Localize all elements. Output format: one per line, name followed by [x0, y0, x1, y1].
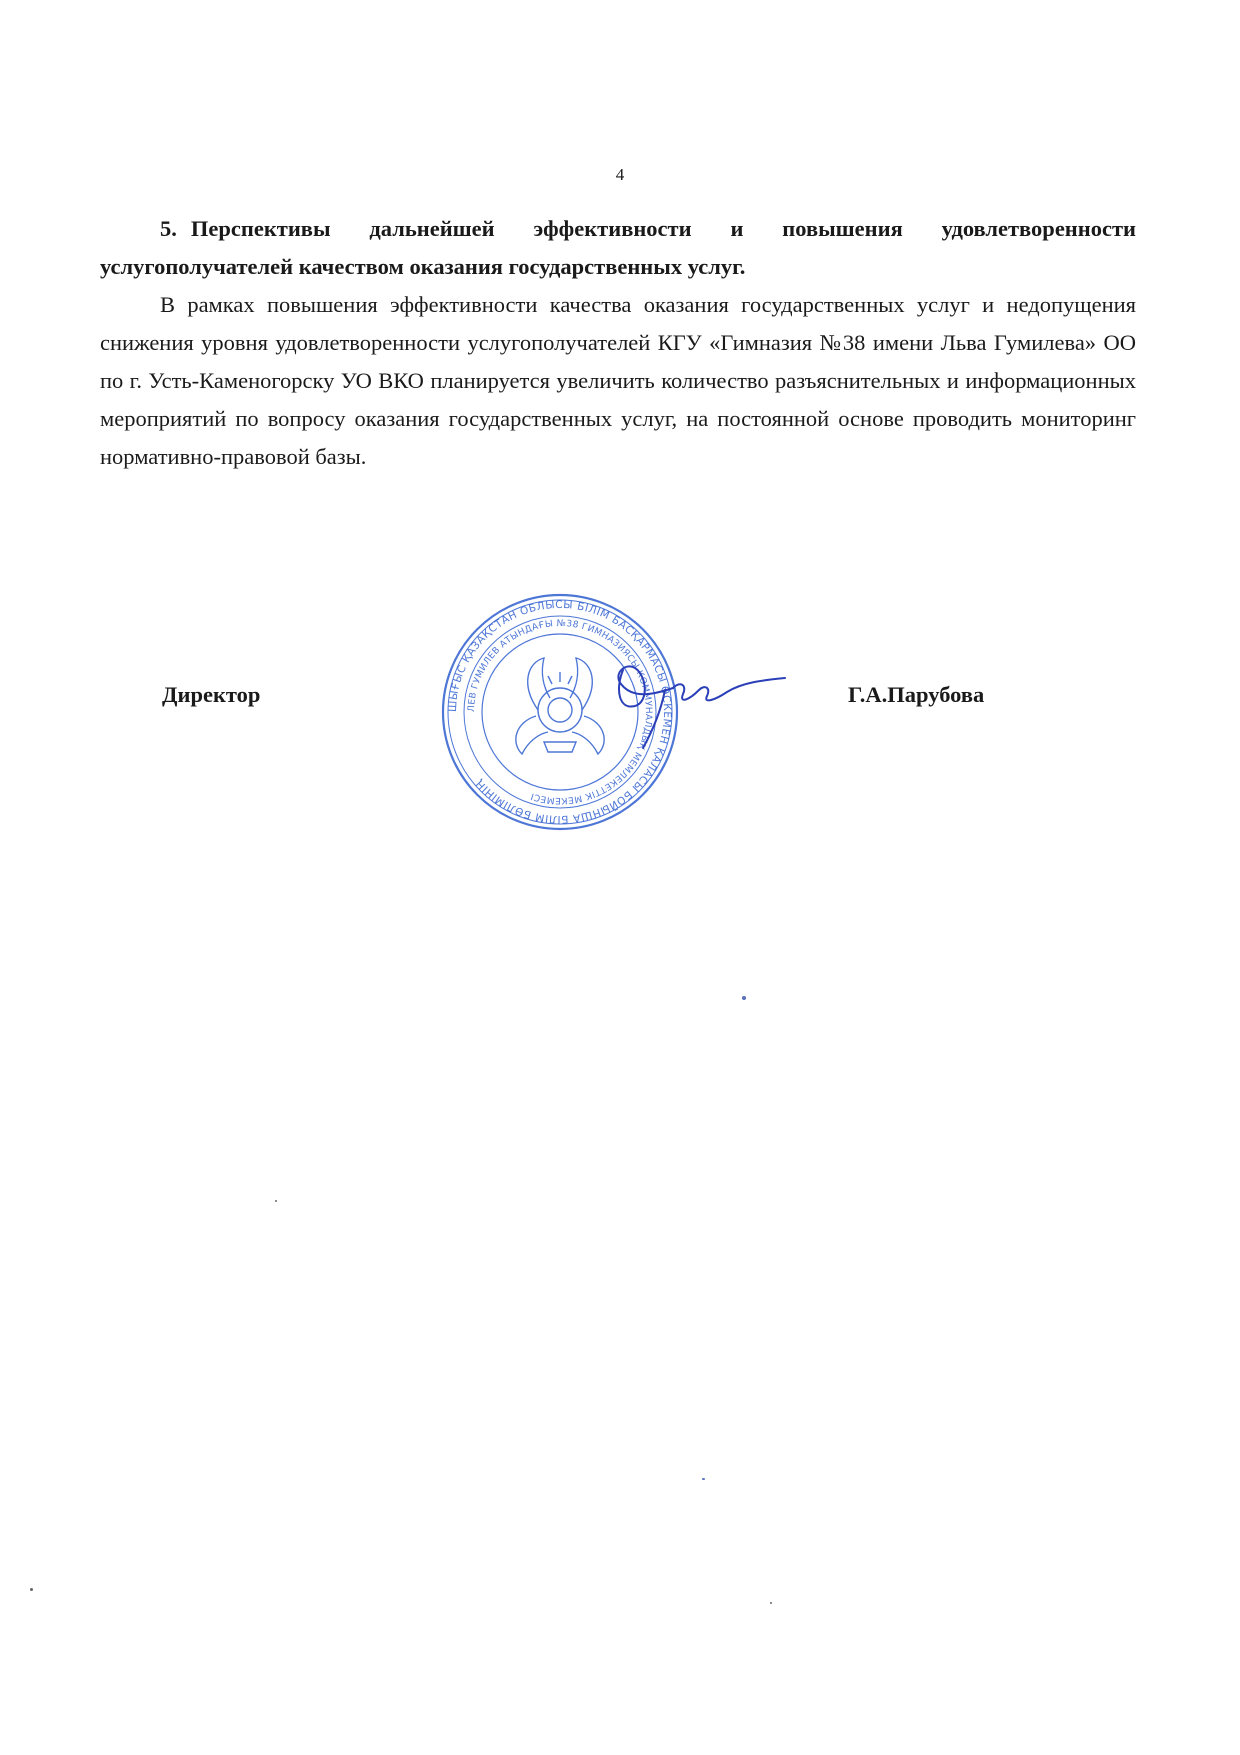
signatory-role: Директор — [162, 682, 261, 707]
section-title: Перспективы дальнейшей эффективности и повышения удовлетворенности услугополучателей качеством оказания государственных услуг. — [100, 216, 1136, 279]
scan-speck — [275, 1200, 277, 1202]
section-number: 5. — [160, 216, 177, 241]
page-number: 4 — [615, 165, 625, 184]
stamp-inner-text: ЛЕВ ГУМИЛЕВ АТЫНДАҒЫ №38 ГИМНАЗИЯСЫ КОММУНАЛДЫҚ МЕМЛЕКЕТТІК МЕКЕМЕСІ — [466, 618, 654, 806]
scan-speck — [742, 996, 746, 1000]
section-paragraph: В рамках повышения эффективности качества оказания государственных услуг и недопущения снижения уровня удовлетворенности услугополучателей КГУ «Гимназия №38 имени Льва Гумилева» ОО по г. Усть-Каменогорску УО ВКО планируется увеличить количество разъяснительных и информационных мероприятий по вопросу оказания государственных услуг, на постоянной основе проводить мониторинг нормативно-правовой базы. — [100, 292, 1136, 469]
section-content — [100, 210, 1136, 476]
scan-speck — [702, 1478, 705, 1480]
stamp-outer-text: ШЫҒЫС ҚАЗАҚСТАН ОБЛЫСЫ БІЛІМ БАСҚАРМАСЫ ӨСКЕМЕН ҚАЛАСЫ БОЙЫНША БІЛІМ БӨЛІМІНІҢ — [446, 598, 674, 826]
scan-speck — [30, 1588, 33, 1591]
scan-speck — [770, 1602, 772, 1604]
signature-row — [0, 682, 1240, 722]
section-heading — [100, 210, 1136, 286]
signatory-name: Г.А.Парубова — [848, 682, 985, 707]
